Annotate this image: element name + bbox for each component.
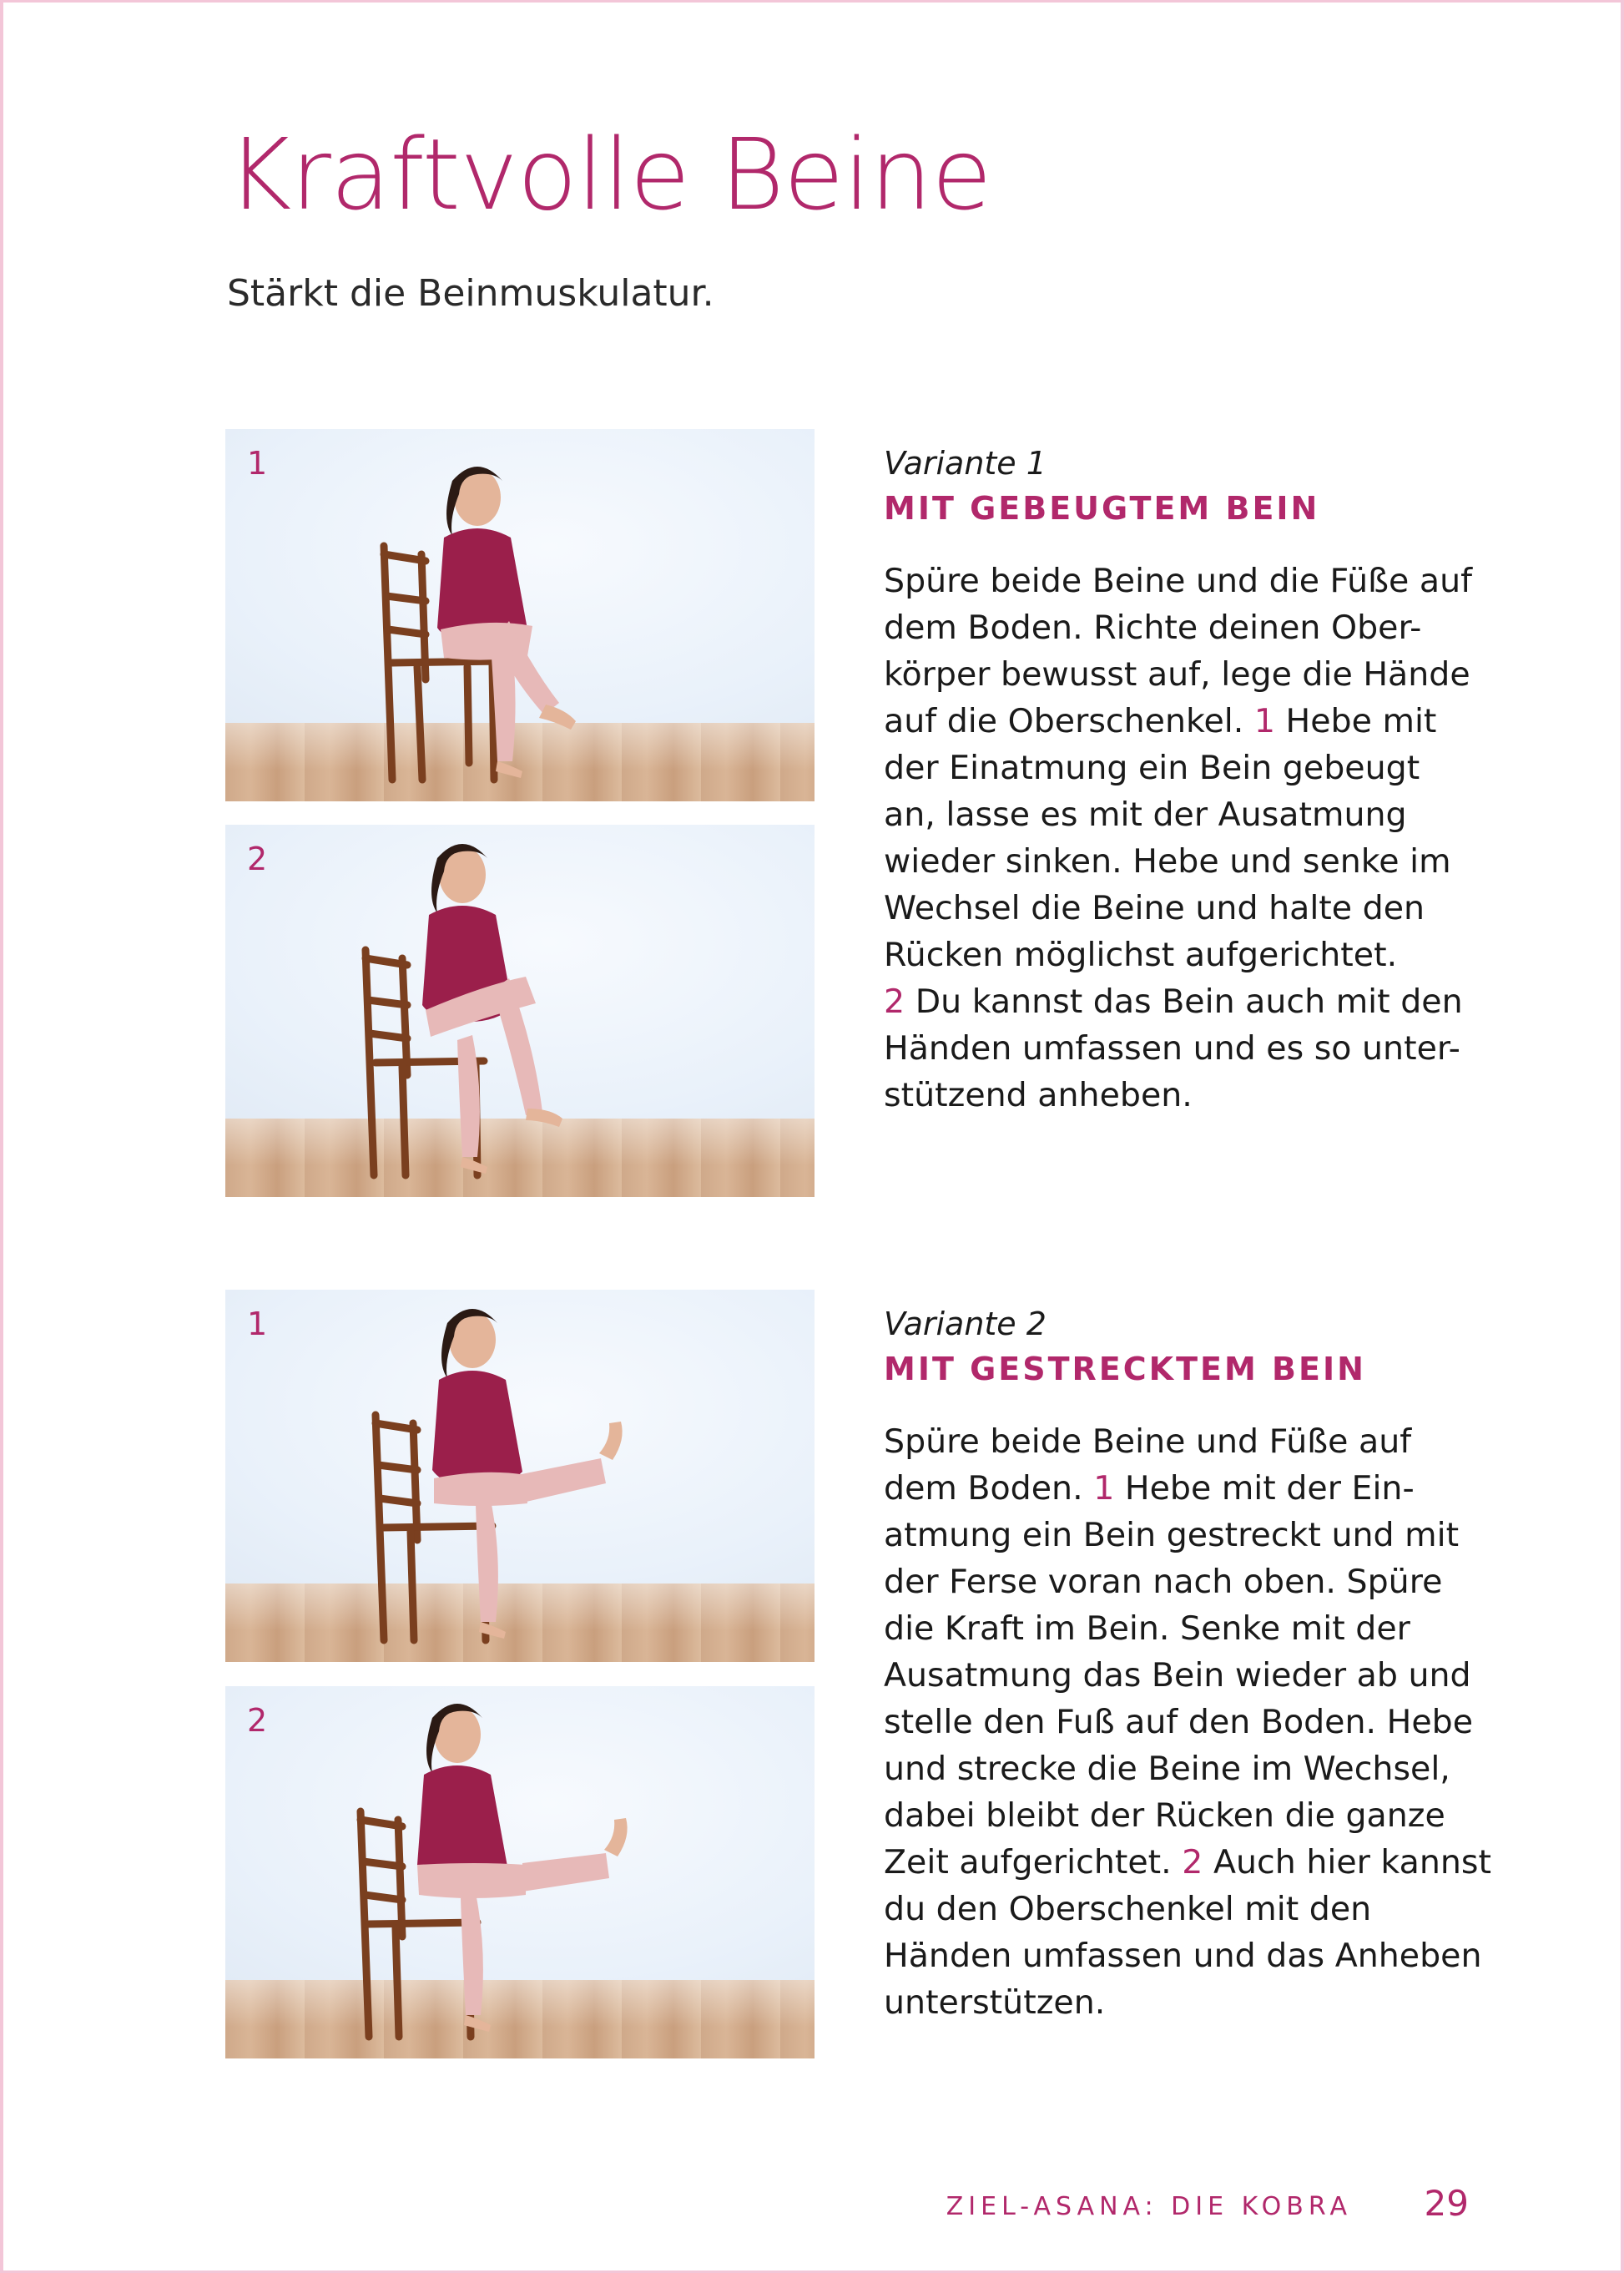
variant-heading: MIT GEBEUGTEM BEIN: [884, 490, 1320, 527]
body-line: der Ferse voran nach oben. Spüre: [884, 1563, 1443, 1601]
photo-variant-2-step-2: [225, 1686, 815, 2058]
seated-pose-figure: [225, 1686, 815, 2058]
body-line: unterstützen.: [884, 1983, 1106, 2022]
seated-pose-figure: [225, 825, 815, 1197]
body-line: Zeit aufgerichtet. 2 Auch hier kannst: [884, 1843, 1491, 1882]
seated-pose-figure: [225, 429, 815, 801]
photo-step-number: 2: [247, 841, 268, 877]
page-number: 29: [1424, 2183, 1469, 2224]
body-line: atmung ein Bein gestreckt und mit: [884, 1516, 1460, 1554]
photo-step-number: 2: [247, 1702, 268, 1739]
body-line: 2 Du kannst das Bein auch mit den: [884, 982, 1463, 1021]
body-line: wieder sinken. Hebe und senke im: [884, 842, 1451, 881]
body-line: stelle den Fuß auf den Boden. Hebe: [884, 1703, 1474, 1741]
photo-variant-1-step-2: [225, 825, 815, 1197]
variant-body: [884, 1418, 1518, 2026]
variant-label: Variante 1: [884, 445, 1047, 482]
photo-step-number: 1: [247, 445, 268, 482]
page-title: Kraftvolle Beine: [227, 117, 991, 232]
seated-pose-figure: [225, 1290, 815, 1662]
variant-2-block: [884, 1308, 1518, 2026]
body-line: und strecke die Beine im Wechsel,: [884, 1750, 1450, 1788]
body-line: die Kraft im Bein. Senke mit der: [884, 1609, 1410, 1648]
step-reference: 2: [1182, 1843, 1203, 1882]
variant-label: Variante 2: [884, 1306, 1047, 1342]
step-reference: 1: [1093, 1469, 1115, 1508]
step-reference: 1: [1253, 702, 1275, 740]
body-line: dem Boden. 1 Hebe mit der Ein-: [884, 1469, 1415, 1508]
body-line: der Einatmung ein Bein gebeugt: [884, 749, 1420, 787]
page-subtitle: Stärkt die Beinmuskulatur.: [227, 272, 714, 315]
running-footer: ZIEL-ASANA: DIE KOBRA: [946, 2192, 1352, 2221]
body-line: dabei bleibt der Rücken die ganze: [884, 1796, 1445, 1835]
body-line: auf die Oberschenkel. 1 Hebe mit: [884, 702, 1437, 740]
body-line: Ausatmung das Bein wieder ab und: [884, 1656, 1471, 1695]
variant-1-block: [884, 447, 1518, 1119]
body-line: dem Boden. Richte deinen Ober-: [884, 609, 1422, 647]
body-line: Händen umfassen und es so unter-: [884, 1029, 1460, 1068]
photo-step-number: 1: [247, 1306, 268, 1342]
step-reference: 2: [884, 982, 905, 1021]
photo-variant-1-step-1: [225, 429, 815, 801]
photo-variant-2-step-1: [225, 1290, 815, 1662]
body-line: Spüre beide Beine und die Füße auf: [884, 562, 1473, 600]
body-line: Spüre beide Beine und Füße auf: [884, 1422, 1412, 1461]
body-line: an, lasse es mit der Ausatmung: [884, 796, 1407, 834]
body-line: körper bewusst auf, lege die Hände: [884, 655, 1470, 694]
body-line: Händen umfassen und das Anheben: [884, 1937, 1482, 1975]
variant-heading: MIT GESTRECKTEM BEIN: [884, 1351, 1366, 1387]
variant-body: [884, 558, 1518, 1119]
body-line: Rücken möglichst aufgerichtet.: [884, 936, 1398, 974]
body-line: du den Oberschenkel mit den: [884, 1890, 1372, 1928]
body-line: stützend anheben.: [884, 1076, 1193, 1114]
body-line: Wechsel die Beine und halte den: [884, 889, 1425, 927]
